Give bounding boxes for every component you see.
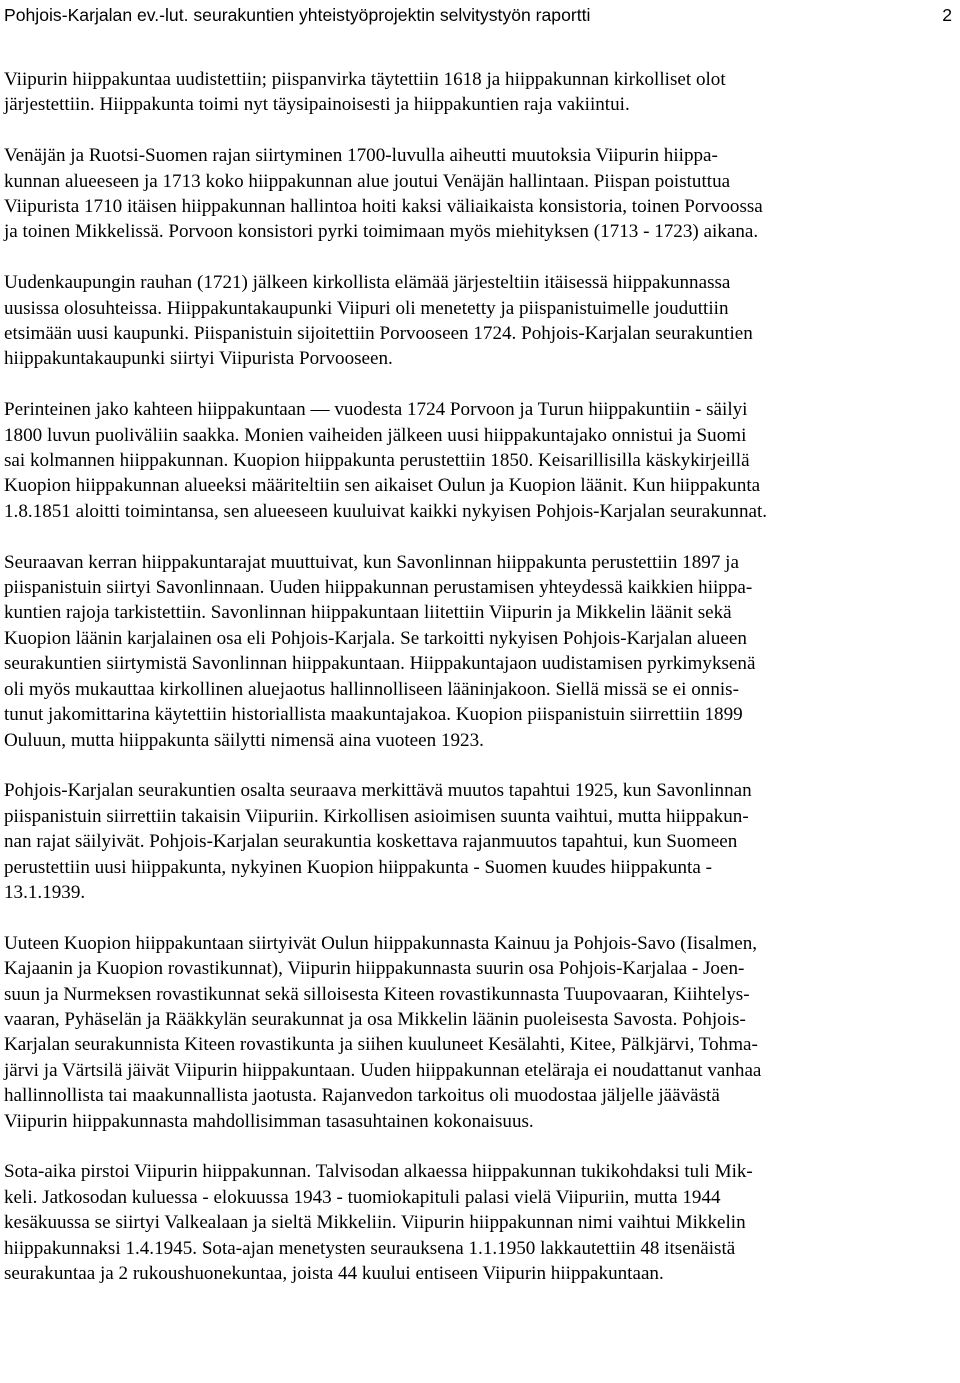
text-line: suun ja Nurmeksen rovastikunnat sekä silloisesta Kiteen rovastikunnasta Tuupovaaran, Kiihtelys-: [4, 983, 750, 1005]
text-line: seurakuntaa ja 2 rukoushuonekuntaa, joista 44 kuului entiseen Viipurin hiippakuntaan.: [4, 1262, 664, 1284]
body-text: [4, 67, 952, 1312]
text-line: Pohjois-Karjalan seurakuntien osalta seuraava merkittävä muutos tapahtui 1925, kun Savonlinnan: [4, 780, 752, 802]
text-line: perustettiin uusi hiippakunta, nykyinen Kuopion hiippakunta - Suomen kuudes hiippakunta -: [4, 856, 712, 878]
paragraph: [4, 270, 952, 372]
text-line: vaaran, Pyhäselän ja Rääkkylän seurakunnat ja osa Mikkelin läänin puoleisesta Savosta. Pohjois-: [4, 1008, 746, 1030]
text-line: järjestettiin. Hiippakunta toimi nyt täysipainoisesti ja hiippakuntien raja vakiintui.: [4, 94, 630, 116]
text-line: hiippakunnaksi 1.4.1945. Sota-ajan menetysten seurauksena 1.1.1950 lakkautettiin 48 itsenäistä: [4, 1237, 736, 1259]
text-line: seurakuntien siirtymistä Savonlinnan hiippakuntaan. Hiippakuntajaon uudistamisen pyrkimyksenä: [4, 653, 756, 675]
text-line: Ouluun, mutta hiippakunta säilytti nimensä aina vuoteen 1923.: [4, 729, 484, 751]
text-line: kuntien rajoja tarkistettiin. Savonlinnan hiippakuntaan liitettiin Viipurin ja Mikkelin läänit sekä: [4, 602, 732, 624]
text-line: hiippakuntakaupunki siirtyi Viipurista Porvooseen.: [4, 348, 393, 370]
text-line: ja toinen Mikkelissä. Porvoon konsistori pyrki toimimaan myös miehityksen (1713 - 1723) aikana.: [4, 221, 759, 243]
text-line: Uuteen Kuopion hiippakuntaan siirtyivät Oulun hiippakunnasta Kainuu ja Pohjois-Savo (Iisalmen,: [4, 932, 758, 954]
running-header: [4, 2, 952, 28]
text-line: Uudenkaupungin rauhan (1721) jälkeen kirkollista elämää järjesteltiin itäisessä hiippakunnassa: [4, 272, 731, 294]
text-line: Venäjän ja Ruotsi-Suomen rajan siirtyminen 1700-luvulla aiheutti muutoksia Viipurin hiippa-: [4, 145, 718, 167]
text-line: Viipurin hiippakunnasta mahdollisimman tasasuhtainen kokonaisuus.: [4, 1110, 534, 1132]
text-line: järvi ja Värtsilä jäivät Viipurin hiippakuntaan. Uuden hiippakunnan eteläraja ei noudattanut vanhaa: [4, 1059, 762, 1081]
paragraph: [4, 143, 952, 245]
text-line: kesäkuussa se siirtyi Valkealaan ja sieltä Mikkeliin. Viipurin hiippakunnan nimi vaihtui Mikkelin: [4, 1212, 746, 1234]
text-line: 1.8.1851 aloitti toimintansa, sen alueeseen kuuluivat kaikki nykyisen Pohjois-Karjalan seurakunnat.: [4, 500, 768, 522]
text-line: oli myös mukauttaa kirkollinen aluejaotus hallinnolliseen lääninjakoon. Siellä missä se ei onnis-: [4, 678, 739, 700]
text-line: Kajaanin ja Kuopion rovastikunnat), Viipurin hiippakunnasta suurin osa Pohjois-Karjalaa - Joen-: [4, 958, 745, 980]
text-line: piispanistuin siirrettiin takaisin Viipuriin. Kirkollisen asioimisen suunta vaihtui, mutta hiippakun-: [4, 805, 749, 827]
paragraph: [4, 550, 952, 753]
text-line: Seuraavan kerran hiippakuntarajat muuttuivat, kun Savonlinnan hiippakunta perustettiin 1897 ja: [4, 551, 739, 573]
text-line: 1800 luvun puoliväliin saakka. Monien vaiheiden jälkeen uusi hiippakuntajako onnistui ja Suomi: [4, 424, 747, 446]
paragraph: [4, 931, 952, 1134]
text-line: keli. Jatkosodan kuluessa - elokuussa 1943 - tuomiokapituli palasi vielä Viipuriin, mutta 1944: [4, 1186, 721, 1208]
text-line: Viipurin hiippakuntaa uudistettiin; piispanvirka täytettiin 1618 ja hiippakunnan kirkolliset olot: [4, 69, 726, 90]
text-line: etsimään uusi kaupunki. Piispanistuin sijoitettiin Porvooseen 1724. Pohjois-Karjalan seurakuntien: [4, 323, 753, 345]
text-line: Viipurista 1710 itäisen hiippakunnan hallintoa hoiti kaksi väliaikaista konsistoria, toinen Porvoossa: [4, 196, 763, 218]
text-line: Karjalan seurakunnista Kiteen rovastikunta ja siihen kuuluneet Kesälahti, Kitee, Pälkjärvi, Tohma-: [4, 1034, 758, 1056]
text-line: Perinteinen jako kahteen hiippakuntaan — vuodesta 1724 Porvoon ja Turun hiippakuntiin - säilyi: [4, 399, 748, 421]
paragraph: [4, 67, 952, 118]
text-line: 13.1.1939.: [4, 881, 86, 903]
text-line: hallinnollista tai maakunnallista jaotusta. Rajanvedon tarkoitus oli muodostaa jäljelle jäävästä: [4, 1085, 720, 1107]
text-line: kunnan alueeseen ja 1713 koko hiippakunnan alue joutui Venäjän hallintaan. Piispan poistuttua: [4, 170, 731, 192]
paragraph: [4, 397, 952, 524]
text-line: uusissa olosuhteissa. Hiippakuntakaupunki Viipuri oli menetetty ja piispanistuimelle jouduttiin: [4, 297, 729, 319]
page-number: 2: [942, 5, 952, 25]
text-line: nan rajat säilyivät. Pohjois-Karjalan seurakuntia koskettava rajanmuutos tapahtui, kun Suomeen: [4, 831, 738, 853]
paragraph: [4, 1159, 952, 1286]
text-line: sai kolmannen hiippakunnan. Kuopion hiippakunta perustettiin 1850. Keisarillisilla käskykirjeillä: [4, 450, 750, 472]
paragraph: [4, 778, 952, 905]
text-line: Kuopion läänin karjalainen osa eli Pohjois-Karjala. Se tarkoitti nykyisen Pohjois-Karjalan alueen: [4, 627, 747, 649]
text-line: piispanistuin siirtyi Savonlinnaan. Uuden hiippakunnan perustamisen yhteydessä kaikkien hiippa-: [4, 577, 753, 599]
text-line: tunut jakomittarina käytettiin historiallista maakuntajakoa. Kuopion piispanistuin siirrettiin 1899: [4, 704, 743, 726]
header-title: Pohjois-Karjalan ev.-lut. seurakuntien yhteistyöprojektin selvitystyön raportti: [4, 5, 591, 25]
text-line: Sota-aika pirstoi Viipurin hiippakunnan. Talvisodan alkaessa hiippakunnan tukikohdaksi tuli Mik-: [4, 1161, 753, 1183]
text-line: Kuopion hiippakunnan alueeksi määriteltiin sen aikaiset Oulun ja Kuopion läänit. Kun hiippakunta: [4, 475, 761, 497]
